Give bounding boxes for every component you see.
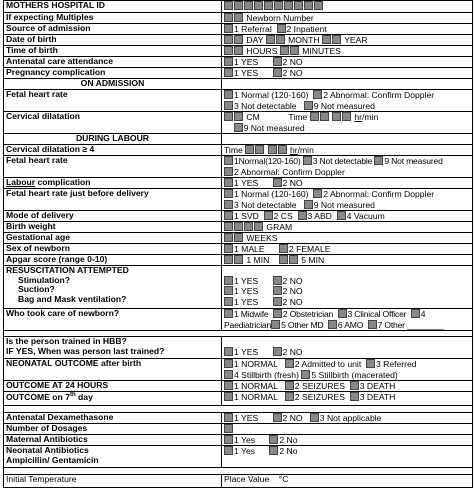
checkbox-no[interactable] (273, 178, 282, 187)
row-neonatal-outcome (4, 359, 472, 381)
label-fetal-heart-rate: Fetal heart rate (4, 90, 222, 111)
checkbox-yes[interactable] (224, 178, 233, 187)
option-abnormal: 2 Abnormal: Confirm Doppler (323, 90, 435, 100)
checkbox-no[interactable] (269, 435, 278, 444)
option-not-detectable: 3 Not detectable (234, 100, 297, 111)
option-death: 3 DEATH (359, 381, 396, 391)
label-outcome-7: OUTCOME on 7 (6, 391, 70, 402)
checkbox-yes[interactable] (224, 413, 233, 422)
label-hbb-trained: Is the person trained in HBB? (6, 336, 127, 346)
option-no: 2 NO (282, 286, 303, 297)
option-normal: 1 Normal (120-160) (234, 90, 309, 100)
newborn-number-box[interactable] (224, 13, 233, 22)
newborn-number-box[interactable] (234, 13, 243, 22)
checkbox-abnormal[interactable] (224, 167, 233, 176)
checkbox-vacuum[interactable] (337, 211, 346, 220)
time-box[interactable] (342, 112, 351, 121)
checkbox-normal[interactable] (224, 90, 233, 99)
option-other: 7 Other (377, 319, 405, 330)
cm-box[interactable] (234, 112, 243, 121)
minutes-text: MINUTES (302, 46, 341, 56)
option-clinical-officer: 3 Clinical Officer (347, 309, 407, 319)
checkbox-svd[interactable] (224, 211, 233, 220)
checkbox-not-measured[interactable] (304, 200, 313, 209)
checkbox-normal[interactable] (224, 392, 233, 401)
time-box[interactable] (255, 145, 264, 154)
label-date-of-birth: Date of birth (4, 35, 222, 45)
label-hbb-last-trained: IF YES, When was person last trained? (6, 345, 165, 356)
weight-box[interactable] (224, 222, 233, 231)
label-maternal-antibiotics: Maternal Antibiotics (4, 435, 222, 445)
option-vacuum: 4 Vacuum (346, 211, 385, 221)
checkbox-no[interactable] (273, 347, 282, 356)
option-4: 4 (420, 309, 426, 319)
label-source-admission: Source of admission (4, 24, 222, 34)
section-title-during-labour: DURING LABOUR (4, 134, 222, 144)
label-bag-mask: Bag and Mask ventilation? (18, 293, 127, 304)
label-fetal-heart-rate-delivery: Fetal heart rate just before delivery (4, 189, 222, 210)
checkbox-not-applicable[interactable] (310, 413, 319, 422)
row-pregnancy-complication (4, 68, 472, 79)
dosage-box[interactable] (224, 424, 233, 433)
option-abnormal: 2 Abnormal: Confirm Doppler (323, 189, 435, 199)
option-cs: 2 CS (273, 211, 293, 221)
option-not-measured: 9 Not measured (313, 199, 375, 210)
option-not-measured: 9 Not measured (384, 156, 443, 166)
checkbox-no[interactable] (273, 276, 282, 285)
time-box[interactable] (268, 145, 277, 154)
checkbox-not-measured[interactable] (234, 123, 243, 132)
hr-text: hr (289, 145, 298, 155)
weeks-box[interactable] (234, 233, 243, 242)
option-no: 2 NO (282, 178, 303, 188)
option-abd: 3 ABD (307, 211, 332, 221)
row-neonatal-antibiotics (4, 446, 472, 468)
time-box[interactable] (310, 112, 319, 121)
option-no: 2 NO (282, 57, 303, 67)
option-no: 2 NO (282, 413, 303, 423)
apgar-1min-text: 1 MIN (246, 255, 270, 265)
time-box[interactable] (245, 145, 254, 154)
label-cervical-dilatation-4: Cervical dilatation ≥ 4 (4, 145, 222, 155)
option-paediatrician: Paediatrician (224, 319, 272, 330)
label-antenatal-care: Antenatal care attendance (4, 57, 222, 67)
checkbox-normal[interactable] (224, 359, 233, 368)
year-text: YEAR (344, 35, 368, 45)
checkbox-yes[interactable] (224, 435, 233, 444)
label-labour: Labour (6, 177, 36, 187)
label-number-of-dosages: Number of Dosages (4, 424, 222, 434)
label-gestational-age: Gestational age (4, 233, 222, 243)
minutes-box[interactable] (280, 46, 289, 55)
year-box[interactable] (332, 35, 341, 44)
checkbox-abd[interactable] (298, 211, 307, 220)
row-mode-of-delivery (4, 211, 472, 222)
apgar-5min-box[interactable] (289, 255, 298, 264)
label-fetal-heart-rate: Fetal heart rate (4, 156, 222, 177)
checkbox-other-md[interactable] (271, 320, 280, 329)
option-not-applicable: 3 Not applicable (319, 413, 382, 423)
row-initial-temperature (4, 475, 472, 488)
hospital-id-boxes[interactable] (222, 1, 472, 12)
option-stillbirth-fresh: 4 Stillbirth (fresh) (234, 369, 299, 380)
option-no: 2 NO (282, 68, 303, 78)
label-apgar-score: Apgar score (range 0-10) (4, 255, 222, 265)
weeks-box[interactable] (224, 233, 233, 242)
place-value-text: Place Value (224, 475, 270, 484)
row-care-of-newborn: Who took care of newborn? 1 Midwife 2 Obstetrician 3 Clinical Officer 4 Paediatrician 5 Other MD 6 AMO 7 Other ________ (4, 309, 472, 331)
label-outcome-24-hours: OUTCOME AT 24 HOURS (4, 381, 222, 391)
row-fetal-heart-rate-delivery (4, 189, 472, 211)
checkbox-abnormal[interactable] (313, 189, 322, 198)
checkbox-amo[interactable] (328, 320, 337, 329)
row-fetal-heart-rate-labour (4, 156, 472, 178)
row-outcome-24-hours (4, 381, 472, 392)
day-box[interactable] (234, 35, 243, 44)
row-source-admission (4, 24, 472, 35)
checkbox-not-measured[interactable] (374, 156, 383, 165)
option-normal: 1 Normal (120-160) (234, 189, 309, 199)
checkbox-no[interactable] (273, 68, 282, 77)
option-midwife: 1 Midwife (234, 309, 269, 319)
checkbox-referred[interactable] (366, 359, 375, 368)
checkbox-not-measured[interactable] (304, 101, 313, 110)
option-amo: 6 AMO (337, 319, 364, 330)
option-no: 2 NO (282, 346, 303, 357)
hr-text: hr (354, 112, 363, 122)
row-outcome-7th-day (4, 392, 472, 406)
checkbox-not-detectable[interactable] (224, 200, 233, 209)
bag-mask-options (224, 297, 470, 308)
option-obstetrician: 2 Obstetrician (282, 309, 334, 319)
gram-text: GRAM (266, 222, 293, 232)
option-normal: 1Normal(120-160) (234, 156, 301, 166)
option-yes: 1 Yes (234, 446, 256, 456)
label-mothers-hospital-id: MOTHERS HOSPITAL ID (4, 1, 222, 12)
stimulation-options (224, 276, 470, 287)
apgar-1min-box[interactable] (224, 255, 233, 264)
suction-options (224, 286, 470, 297)
hours-text: HOURS (246, 46, 278, 56)
option-svd: 1 SVD (234, 211, 259, 221)
checkbox-death[interactable] (350, 381, 359, 390)
option-yes: 1 Yes (234, 435, 256, 445)
year-box[interactable] (322, 35, 331, 44)
option-yes: 1 YES (234, 346, 259, 357)
checkbox-normal[interactable] (224, 189, 233, 198)
option-no: 2 NO (282, 296, 303, 307)
checkbox-yes[interactable] (224, 286, 233, 295)
option-stillbirth-macerated: 5 Stillbirth (macerated) (311, 369, 398, 380)
row-fetal-heart-rate-admission (4, 90, 472, 112)
checkbox-cs[interactable] (264, 211, 273, 220)
label-neonatal-antibiotics: Neonatal Antibiotics (6, 445, 89, 455)
apgar-1min-box[interactable] (234, 255, 243, 264)
day-text: DAY (246, 35, 264, 45)
checkbox-yes[interactable] (224, 297, 233, 306)
checkbox-admitted[interactable] (285, 359, 294, 368)
option-yes: 1 YES (234, 275, 259, 286)
checkbox-no[interactable] (273, 297, 282, 306)
time-box[interactable] (278, 145, 287, 154)
option-normal: 1 NORMAL (234, 381, 278, 391)
row-birth-weight (4, 222, 472, 233)
cm-text: CM (246, 112, 260, 122)
row-cervical-dilatation-labour (4, 145, 472, 156)
checkbox-not-detectable[interactable] (303, 156, 312, 165)
checkbox-not-detectable[interactable] (224, 101, 233, 110)
label-stimulation: Stimulation? (18, 274, 71, 285)
option-seizures: 2 SEIZURES (294, 392, 345, 402)
option-abnormal: 2 Abnormal: Confirm Doppler (234, 166, 345, 177)
checkbox-stillbirth-macerated[interactable] (301, 370, 310, 379)
option-yes: 1 YES (234, 286, 259, 297)
label-multiples: If expecting Multiples (4, 13, 222, 23)
checkbox-yes[interactable] (224, 347, 233, 356)
label-care-of-newborn: Who took care of newborn? (4, 309, 222, 330)
label-resuscitation: RESUSCITATION ATTEMPTED (6, 265, 129, 275)
option-not-measured: 9 Not measured (243, 122, 305, 133)
celsius-text: °C (278, 475, 289, 484)
option-male: 1 MALE (234, 244, 265, 254)
checkbox-paediatrician[interactable] (411, 309, 420, 318)
label-cervical-dilatation: Cervical dilatation (4, 112, 222, 133)
label-mode-of-delivery: Mode of delivery (4, 211, 222, 221)
min-text: /min (297, 145, 314, 155)
label-day: day (75, 391, 93, 402)
checkbox-seizures[interactable] (285, 392, 294, 401)
label-neonatal-outcome: NEONATAL OUTCOME after birth (4, 359, 222, 380)
month-text: MONTH (288, 35, 320, 45)
option-not-detectable: 3 Not detectable (312, 156, 373, 166)
section-title-on-admission: ON ADMISSION (4, 79, 222, 89)
checkbox-female[interactable] (279, 244, 288, 253)
option-yes: 1 YES (234, 413, 259, 423)
option-admitted: 2 Admitted to unit (294, 359, 362, 369)
neonatal-form (3, 0, 473, 488)
checkbox-no[interactable] (273, 413, 282, 422)
checkbox-no[interactable] (269, 446, 278, 455)
label-initial-temperature: Initial Temperature (4, 475, 222, 487)
checkbox-midwife[interactable] (224, 309, 233, 318)
newborn-number-text: Newborn Number (246, 13, 314, 23)
option-seizures: 2 SEIZURES (294, 381, 345, 391)
time-text: Time (288, 112, 308, 122)
checkbox-normal[interactable] (224, 156, 233, 165)
option-not-measured: 9 Not measured (313, 100, 375, 111)
option-yes: 1 YES (234, 296, 259, 307)
option-yes: 1 YES (234, 57, 259, 67)
label-ampicillin-gentamicin: Ampicillin/ Gentamicin (6, 454, 99, 465)
checkbox-yes[interactable] (224, 276, 233, 285)
option-yes: 1 YES (234, 68, 259, 78)
checkbox-male[interactable] (224, 244, 233, 253)
option-normal: 1 NORMAL (234, 392, 278, 402)
option-referred: 3 Referred (375, 359, 417, 369)
option-no: 2 NO (282, 275, 303, 286)
weeks-text: WEEKS (246, 233, 278, 243)
weight-box[interactable] (244, 222, 253, 231)
hours-box[interactable] (224, 46, 233, 55)
checkbox-referral[interactable] (224, 24, 233, 33)
label-superscript-th: th (69, 392, 76, 398)
checkbox-yes[interactable] (224, 68, 233, 77)
checkbox-seizures[interactable] (285, 381, 294, 390)
checkbox-clinical-officer[interactable] (338, 309, 347, 318)
option-referral: 1 Referral (234, 24, 272, 34)
apgar-5min-text: 5 MIN (301, 255, 325, 265)
option-normal: 1 NORMAL (234, 359, 278, 369)
label-pregnancy-complication: Pregnancy complication (4, 68, 222, 78)
minutes-box[interactable] (290, 46, 299, 55)
label-birth-weight: Birth weight (4, 222, 222, 232)
label-suction: Suction? (18, 284, 55, 295)
hours-box[interactable] (234, 46, 243, 55)
cm-box[interactable] (224, 112, 233, 121)
label-antenatal-dexamethasone: Antenatal Dexamethasone (4, 413, 222, 423)
month-box[interactable] (266, 35, 275, 44)
option-yes: 1 YES (234, 178, 259, 188)
option-inpatient: 2 Inpatient (286, 24, 327, 34)
label-time-of-birth: Time of birth (4, 46, 222, 56)
checkbox-abnormal[interactable] (313, 90, 322, 99)
section-on-admission (4, 79, 472, 90)
row-gestational-age (4, 233, 472, 244)
checkbox-normal[interactable] (224, 381, 233, 390)
time-box[interactable] (332, 112, 341, 121)
row-cervical-dilatation-admission (4, 112, 472, 134)
checkbox-no[interactable] (273, 286, 282, 295)
checkbox-yes[interactable] (224, 446, 233, 455)
checkbox-inpatient[interactable] (277, 24, 286, 33)
option-other-md: 5 Other MD (281, 319, 324, 330)
option-female: 2 FEMALE (288, 244, 331, 254)
month-box[interactable] (276, 35, 285, 44)
apgar-5min-box[interactable] (279, 255, 288, 264)
row-date-of-birth (4, 35, 472, 46)
time-text: Time (224, 145, 243, 155)
option-not-detectable: 3 Not detectable (234, 199, 297, 210)
row-hbb-training (4, 337, 472, 359)
option-death: 3 DEATH (359, 392, 396, 402)
day-box[interactable] (224, 35, 233, 44)
min-text: /min (362, 112, 379, 122)
checkbox-no[interactable] (273, 57, 282, 66)
row-resuscitation (4, 266, 472, 309)
checkbox-stillbirth-fresh[interactable] (224, 370, 233, 379)
checkbox-death[interactable] (350, 392, 359, 401)
label-complication: complication (35, 177, 91, 187)
checkbox-other[interactable] (368, 320, 377, 329)
option-no: 2 No (279, 446, 298, 456)
option-no: 2 No (279, 435, 298, 445)
weight-box[interactable] (234, 222, 243, 231)
label-sex-of-newborn: Sex of newborn (4, 244, 222, 254)
time-box[interactable] (320, 112, 329, 121)
weight-box[interactable] (254, 222, 263, 231)
checkbox-obstetrician[interactable] (273, 309, 282, 318)
checkbox-yes[interactable] (224, 57, 233, 66)
